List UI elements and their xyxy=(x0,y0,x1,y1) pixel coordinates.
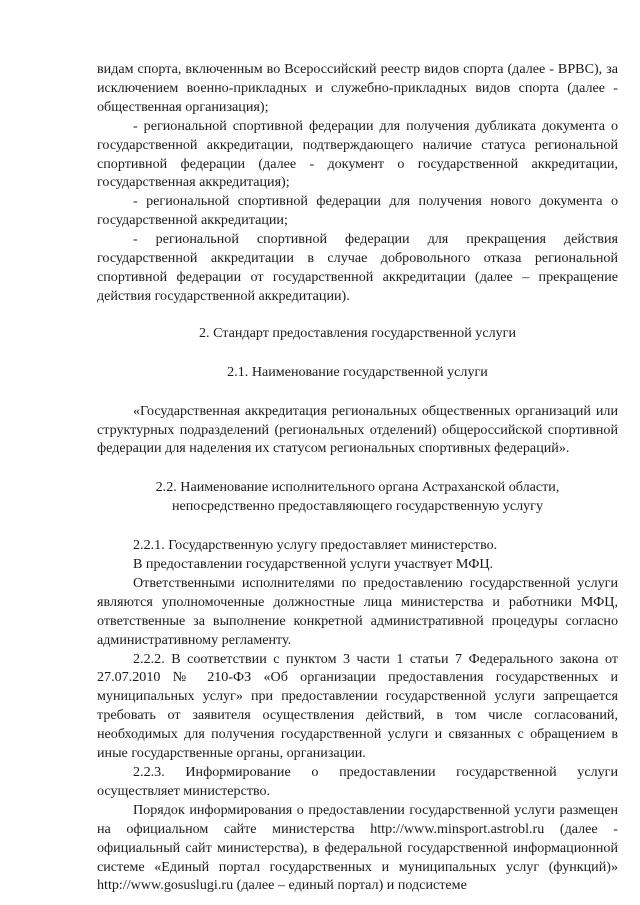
paragraph-2-2-1: 2.2.1. Государственную услугу предоставляет министерство. xyxy=(133,537,498,554)
paragraph-responsible: Ответственными исполнителями по предоставлению государственной услуги являются уполномоченные должностные лица министерства и работники МФЦ, ответственные за выполнение конкретной административной процедуры согласно административному регламенту. xyxy=(97,574,618,648)
paragraph-mfc: В предоставлении государственной услуги участвует МФЦ. xyxy=(133,556,494,573)
paragraph-2-2-3: 2.2.3. Информирование о предоставлении государственной услуги осуществляет министерство. xyxy=(97,764,618,799)
section-2-2-heading-line1: 2.2. Наименование исполнительного органа Астраханской области, xyxy=(155,479,560,496)
paragraph-vrvs: видам спорта, включенным во Всероссийский реестр видов спорта (далее - ВРВС), за исключением военно-прикладных и служебно-прикладных видов спорта (далее - общественная организация); xyxy=(97,61,618,115)
service-name-paragraph: «Государственная аккредитация региональных общественных организаций или структурных подразделений (региональных отделений) общероссийской спортивной федерации для наделения их статусом региональных спортивных федераций». xyxy=(97,402,618,457)
paragraph-2-2-2: 2.2.2. В соответствии с пунктом 3 части 1 статьи 7 Федерального закона от 27.07.2010 № 210-ФЗ «Об организации предоставления государственных и муниципальных услуг» при предоставлении государственной услуги запрещается требовать от заявителя осуществления действий, в том числе согласований, необходимых для получения государственной услуги и связанных с обращением в иные государственные органы, организации. xyxy=(97,650,618,762)
paragraph-duplicate-document: - региональной спортивной федерации для получения дубликата документа о государственной аккредитации, подтверждающего наличие статуса региональной спортивной федерации (далее - документ о государственной аккредитации, государственная аккредитация); xyxy=(97,117,618,191)
paragraph-new-document: - региональной спортивной федерации для получения нового документа о государственной аккредитации; xyxy=(97,193,618,229)
section-2-heading: 2. Стандарт предоставления государственной услуги xyxy=(199,324,516,341)
section-2-1-heading: 2.1. Наименование государственной услуги xyxy=(227,363,488,380)
paragraph-informing-order: Порядок информирования о предоставлении государственной услуги размещен на официальном сайте министерства http://www.minsport.astrobl.ru (далее - официальный сайт министерства), в федеральной государственной информационной системе «Единый портал государственных и муниципальных услуг (функций)» http://www.gosuslugi.ru (далее – единый портал) и подсистеме xyxy=(97,801,618,894)
paragraph-termination: - региональной спортивной федерации для прекращения действия государственной аккредитации в случае добровольного отказа региональной спортивной федерации от государственной аккредитации (далее – прекращение действия государственной аккредитации). xyxy=(97,231,618,304)
section-2-2-heading-line2: непосредственно предоставляющего государственную услугу xyxy=(171,498,544,515)
